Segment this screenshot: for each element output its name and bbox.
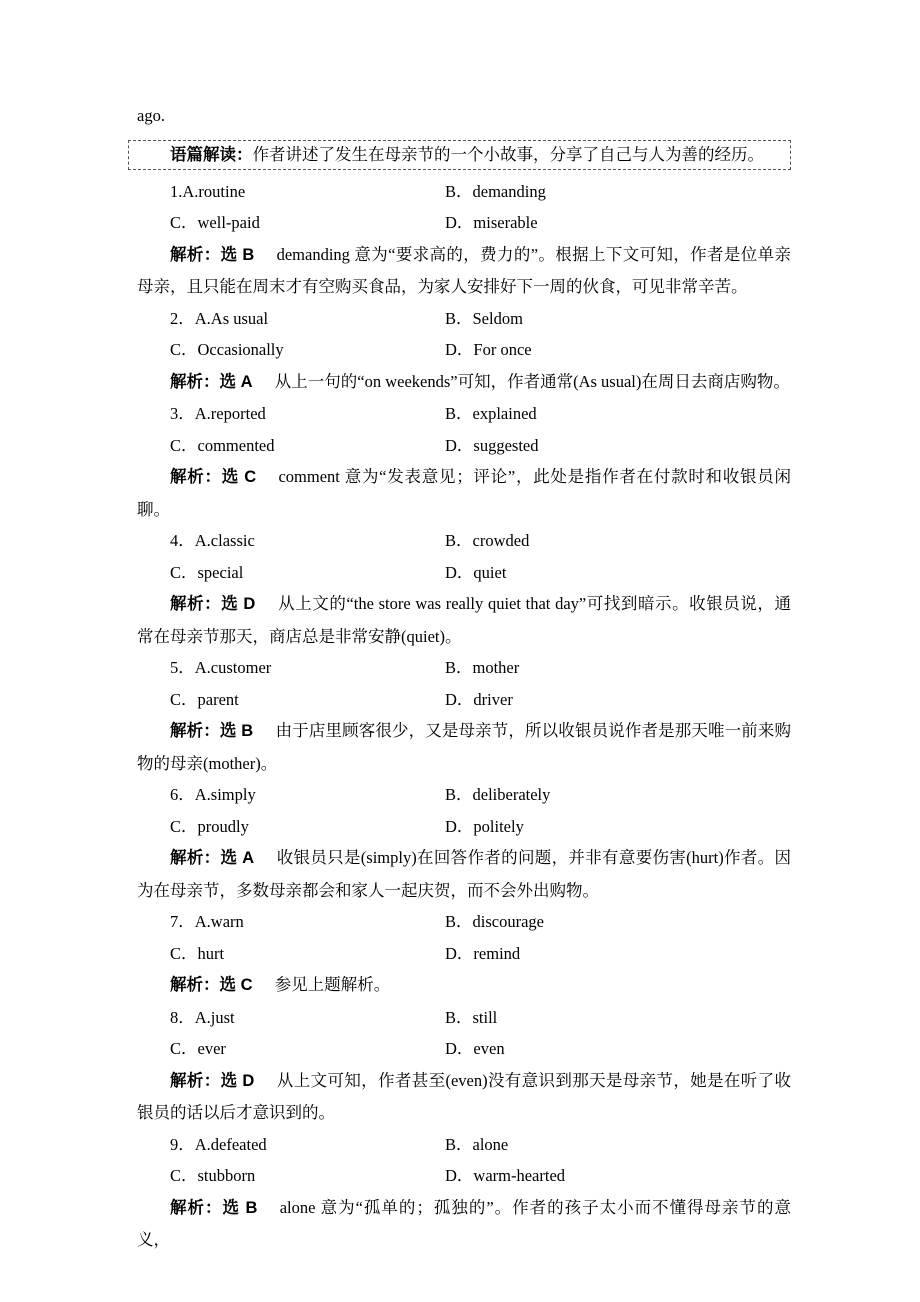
questions-list <box>137 176 791 1256</box>
option-a: 9．A.defeated <box>170 1134 267 1154</box>
option-row-cd <box>137 1033 791 1065</box>
option-b: B．mother <box>445 658 520 677</box>
question-block <box>137 779 791 906</box>
analysis-text: 从上文的“the store was really quiet that day”可找到暗示。收银员说，通常在母亲节那天，商店总是非常安静(quiet)。 <box>137 594 792 646</box>
question-block <box>137 906 791 1002</box>
question-block <box>137 1002 791 1129</box>
option-row-ab <box>137 779 791 811</box>
option-d: D．suggested <box>445 435 539 455</box>
option-row-ab <box>137 525 791 557</box>
option-a: 3．A.reported <box>170 404 266 423</box>
analysis-text: 参见上题解析。 <box>274 975 391 994</box>
option-row-ab <box>137 176 791 208</box>
question-block <box>137 525 791 652</box>
analysis-text: 由于店里顾客很少，又是母亲节，所以收银员说作者是那天唯一前来购物的母亲(mother)。 <box>137 721 792 773</box>
option-row-cd <box>137 811 791 843</box>
analysis-answer-label: 解析：选 B <box>170 245 255 264</box>
analysis-answer-label: 解析：选 C <box>170 976 253 994</box>
analysis-answer-label: 解析：选 C <box>170 468 257 486</box>
option-c: C．parent <box>170 689 239 709</box>
option-row-ab <box>137 1002 791 1034</box>
option-a: 4．A.classic <box>170 531 255 550</box>
option-row-cd <box>137 557 791 589</box>
option-d: D．even <box>445 1039 505 1058</box>
option-b: B．demanding <box>445 181 546 201</box>
option-row-cd <box>137 430 791 462</box>
option-c: C．proudly <box>170 816 249 836</box>
leading-paragraph: ago. <box>137 106 165 125</box>
analysis-paragraph <box>137 969 791 1002</box>
option-row-ab <box>137 906 791 938</box>
option-d: D．politely <box>445 816 524 836</box>
option-c: C．special <box>170 562 244 582</box>
option-row-cd <box>137 207 791 239</box>
option-b: B．deliberately <box>445 785 551 804</box>
question-block <box>137 652 791 779</box>
option-c: C．commented <box>170 435 275 455</box>
analysis-paragraph <box>137 366 791 399</box>
analysis-paragraph <box>137 461 791 525</box>
option-a: 7．A.warn <box>170 912 244 931</box>
option-d: D．warm-hearted <box>445 1166 566 1185</box>
analysis-text: 收银员只是(simply)在回答作者的问题，并非有意要伤害(hurt)作者。因为在母亲节，多数母亲都会和家人一起庆贺，而不会外出购物。 <box>137 848 792 900</box>
option-d: D．driver <box>445 689 513 709</box>
analysis-paragraph <box>137 239 791 303</box>
passage-summary-box <box>128 140 791 170</box>
analysis-text: alone 意为“孤单的；孤独的”。作者的孩子太小而不懂得母亲节的意义， <box>137 1197 791 1249</box>
analysis-answer-label: 解析：选 B <box>170 1198 258 1217</box>
question-block <box>137 1129 791 1256</box>
option-b: B．alone <box>445 1134 509 1154</box>
option-row-ab <box>137 652 791 684</box>
option-b: B．still <box>445 1007 498 1027</box>
option-a: 2．A.As usual <box>170 308 269 328</box>
option-b: B．Seldom <box>445 308 523 328</box>
option-d: D．miserable <box>445 213 538 232</box>
option-c: C．ever <box>170 1039 226 1058</box>
option-b: B．discourage <box>445 912 544 931</box>
analysis-answer-label: 解析：选 A <box>170 372 253 391</box>
option-a: 8．A.just <box>170 1007 235 1027</box>
analysis-text: 从上文可知，作者甚至(even)没有意识到那天是母亲节，她是在听了收银员的话以后才意识到的。 <box>137 1070 791 1122</box>
summary-label: 语篇解读： <box>170 145 253 164</box>
option-d: D．remind <box>445 943 521 963</box>
analysis-answer-label: 解析：选 A <box>170 849 255 867</box>
option-row-ab <box>137 303 791 335</box>
option-row-cd <box>137 1160 791 1192</box>
option-b: B．crowded <box>445 531 530 550</box>
option-d: D．quiet <box>445 562 507 582</box>
option-d: D．For once <box>445 340 532 359</box>
question-block <box>137 176 791 303</box>
option-row-ab <box>137 1129 791 1161</box>
option-row-cd <box>137 334 791 366</box>
analysis-paragraph <box>137 588 791 652</box>
analysis-paragraph <box>137 1192 791 1256</box>
option-a: 1.A.routine <box>170 181 246 201</box>
option-c: C．hurt <box>170 943 225 963</box>
analysis-text: comment 意为“发表意见；评论”，此处是指作者在付款时和收银员闲聊。 <box>137 467 792 519</box>
option-c: C．Occasionally <box>170 340 284 359</box>
option-c: C．stubborn <box>170 1166 256 1185</box>
analysis-text: 从上一句的“on weekends”可知，作者通常(As usual)在周日去商店购物。 <box>274 371 790 391</box>
analysis-paragraph <box>137 715 791 779</box>
analysis-paragraph <box>137 842 791 906</box>
option-c: C．well-paid <box>170 213 260 232</box>
option-row-cd <box>137 938 791 970</box>
option-a: 6．A.simply <box>170 785 256 804</box>
analysis-paragraph <box>137 1065 791 1129</box>
option-a: 5．A.customer <box>170 658 272 677</box>
option-row-cd <box>137 684 791 716</box>
option-row-ab <box>137 398 791 430</box>
analysis-text: demanding 意为“要求高的，费力的”。根据上下文可知，作者是位单亲母亲，且只能在周末才有空购买食品，为家人安排好下一周的伙食，可见非常辛苦。 <box>137 244 792 296</box>
question-block <box>137 303 791 399</box>
option-b: B．explained <box>445 404 537 423</box>
summary-text: 作者讲述了发生在母亲节的一个小故事，分享了自己与人为善的经历。 <box>252 144 764 164</box>
analysis-answer-label: 解析：选 D <box>170 1071 255 1090</box>
analysis-answer-label: 解析：选 D <box>170 595 256 613</box>
analysis-answer-label: 解析：选 B <box>170 722 254 740</box>
question-block <box>137 398 791 525</box>
